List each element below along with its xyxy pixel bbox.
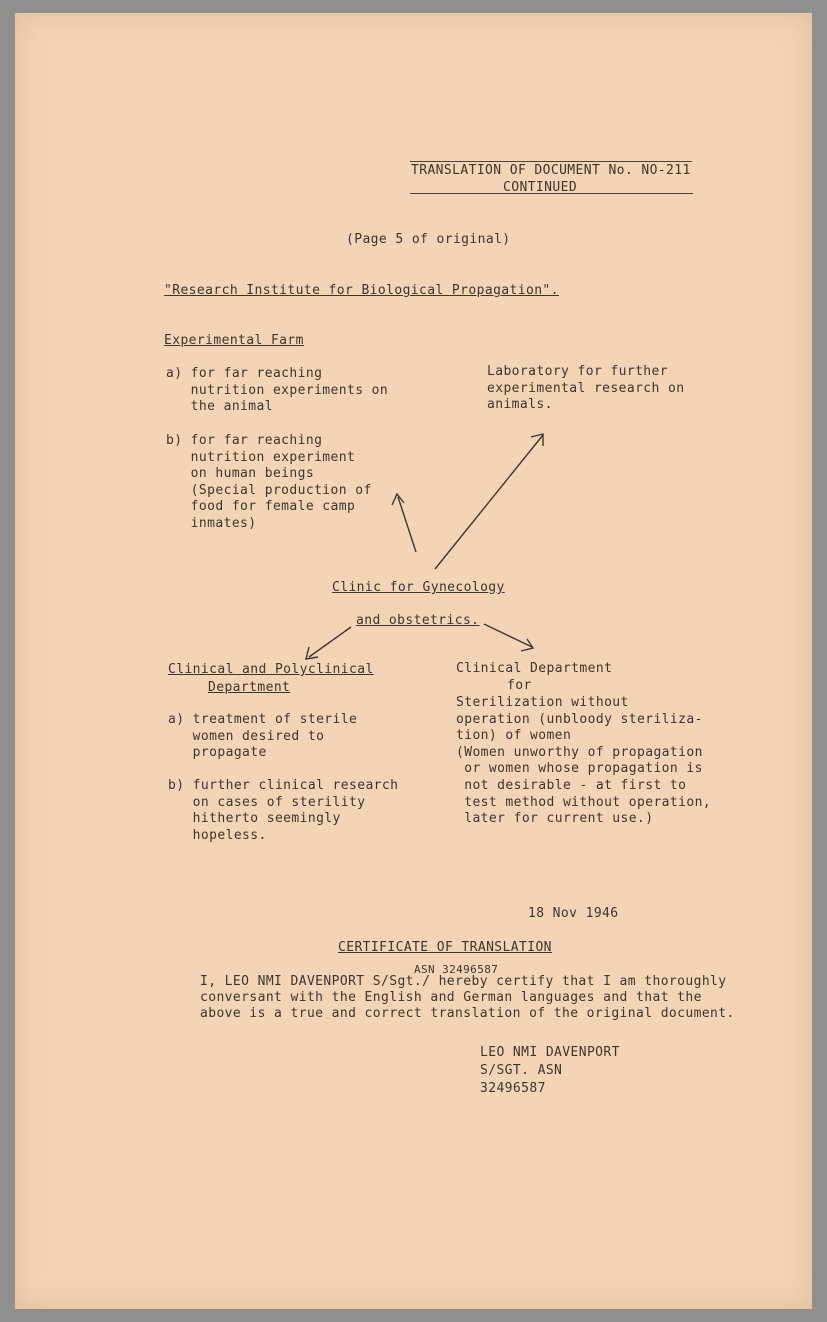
farm-item-b: b) for far reaching nutrition experiment on human beings (Special production of food for female camp inmates)	[166, 433, 372, 531]
document-date: 18 Nov 1946	[528, 906, 619, 921]
certificate-line-1: I, LEO NMI DAVENPORT S/Sgt./ hereby certify that I am thoroughly	[200, 974, 727, 989]
clinical-dept-item-b: b) further clinical research on cases of sterility hitherto seemingly hopeless.	[168, 778, 399, 843]
laboratory-box: Laboratory for further experimental research on animals.	[487, 364, 685, 413]
certificate-heading: CERTIFICATE OF TRANSLATION	[338, 940, 552, 955]
header-line-1: TRANSLATION OF DOCUMENT No. NO-211	[411, 163, 691, 178]
arrow-to-laboratory	[435, 435, 543, 569]
sterilization-dept-heading-2: for	[507, 678, 532, 693]
clinic-line-1: Clinic for Gynecology	[332, 580, 505, 595]
arrow-to-clinical-dept	[309, 627, 351, 657]
arrow-to-laboratory-head	[531, 434, 543, 446]
clinical-dept-item-a: a) treatment of sterile women desired to propagate	[168, 712, 358, 761]
arrow-to-sterilization-dept	[484, 624, 532, 647]
signature-number: 32496587	[480, 1081, 546, 1096]
clinical-dept-heading-1: Clinical and Polyclinical	[168, 662, 374, 677]
header-line-2: CONTINUED	[503, 180, 578, 195]
certificate-asn: ASN 32496587	[414, 963, 499, 976]
farm-heading: Experimental Farm	[164, 333, 304, 348]
clinical-dept-heading-2: Department	[208, 680, 291, 695]
arrow-to-clinical-dept-head	[306, 647, 318, 659]
signature-rank: S/SGT. ASN	[480, 1063, 563, 1078]
signature-name: LEO NMI DAVENPORT	[480, 1045, 620, 1060]
certificate-line-2: conversant with the English and German languages and that the	[200, 990, 702, 1005]
certificate-line-3: above is a true and correct translation of the original document.	[200, 1006, 735, 1021]
arrow-to-farm	[398, 497, 416, 552]
institute-title: "Research Institute for Biological Propagation".	[164, 283, 559, 298]
farm-item-a: a) for far reaching nutrition experiments on the animal	[166, 366, 389, 415]
clinic-line-2: and obstetrics.	[356, 613, 480, 628]
arrow-to-farm-head	[392, 494, 404, 505]
page-reference: (Page 5 of original)	[346, 232, 511, 247]
sterilization-dept-heading-1: Clinical Department	[456, 661, 613, 676]
sterilization-dept-body: Sterilization without operation (unbloody steriliza- tion) of women (Women unworthy of propagation or women whose propagation is not desirable - at first to test method without operation, later for current use.)	[456, 695, 712, 827]
